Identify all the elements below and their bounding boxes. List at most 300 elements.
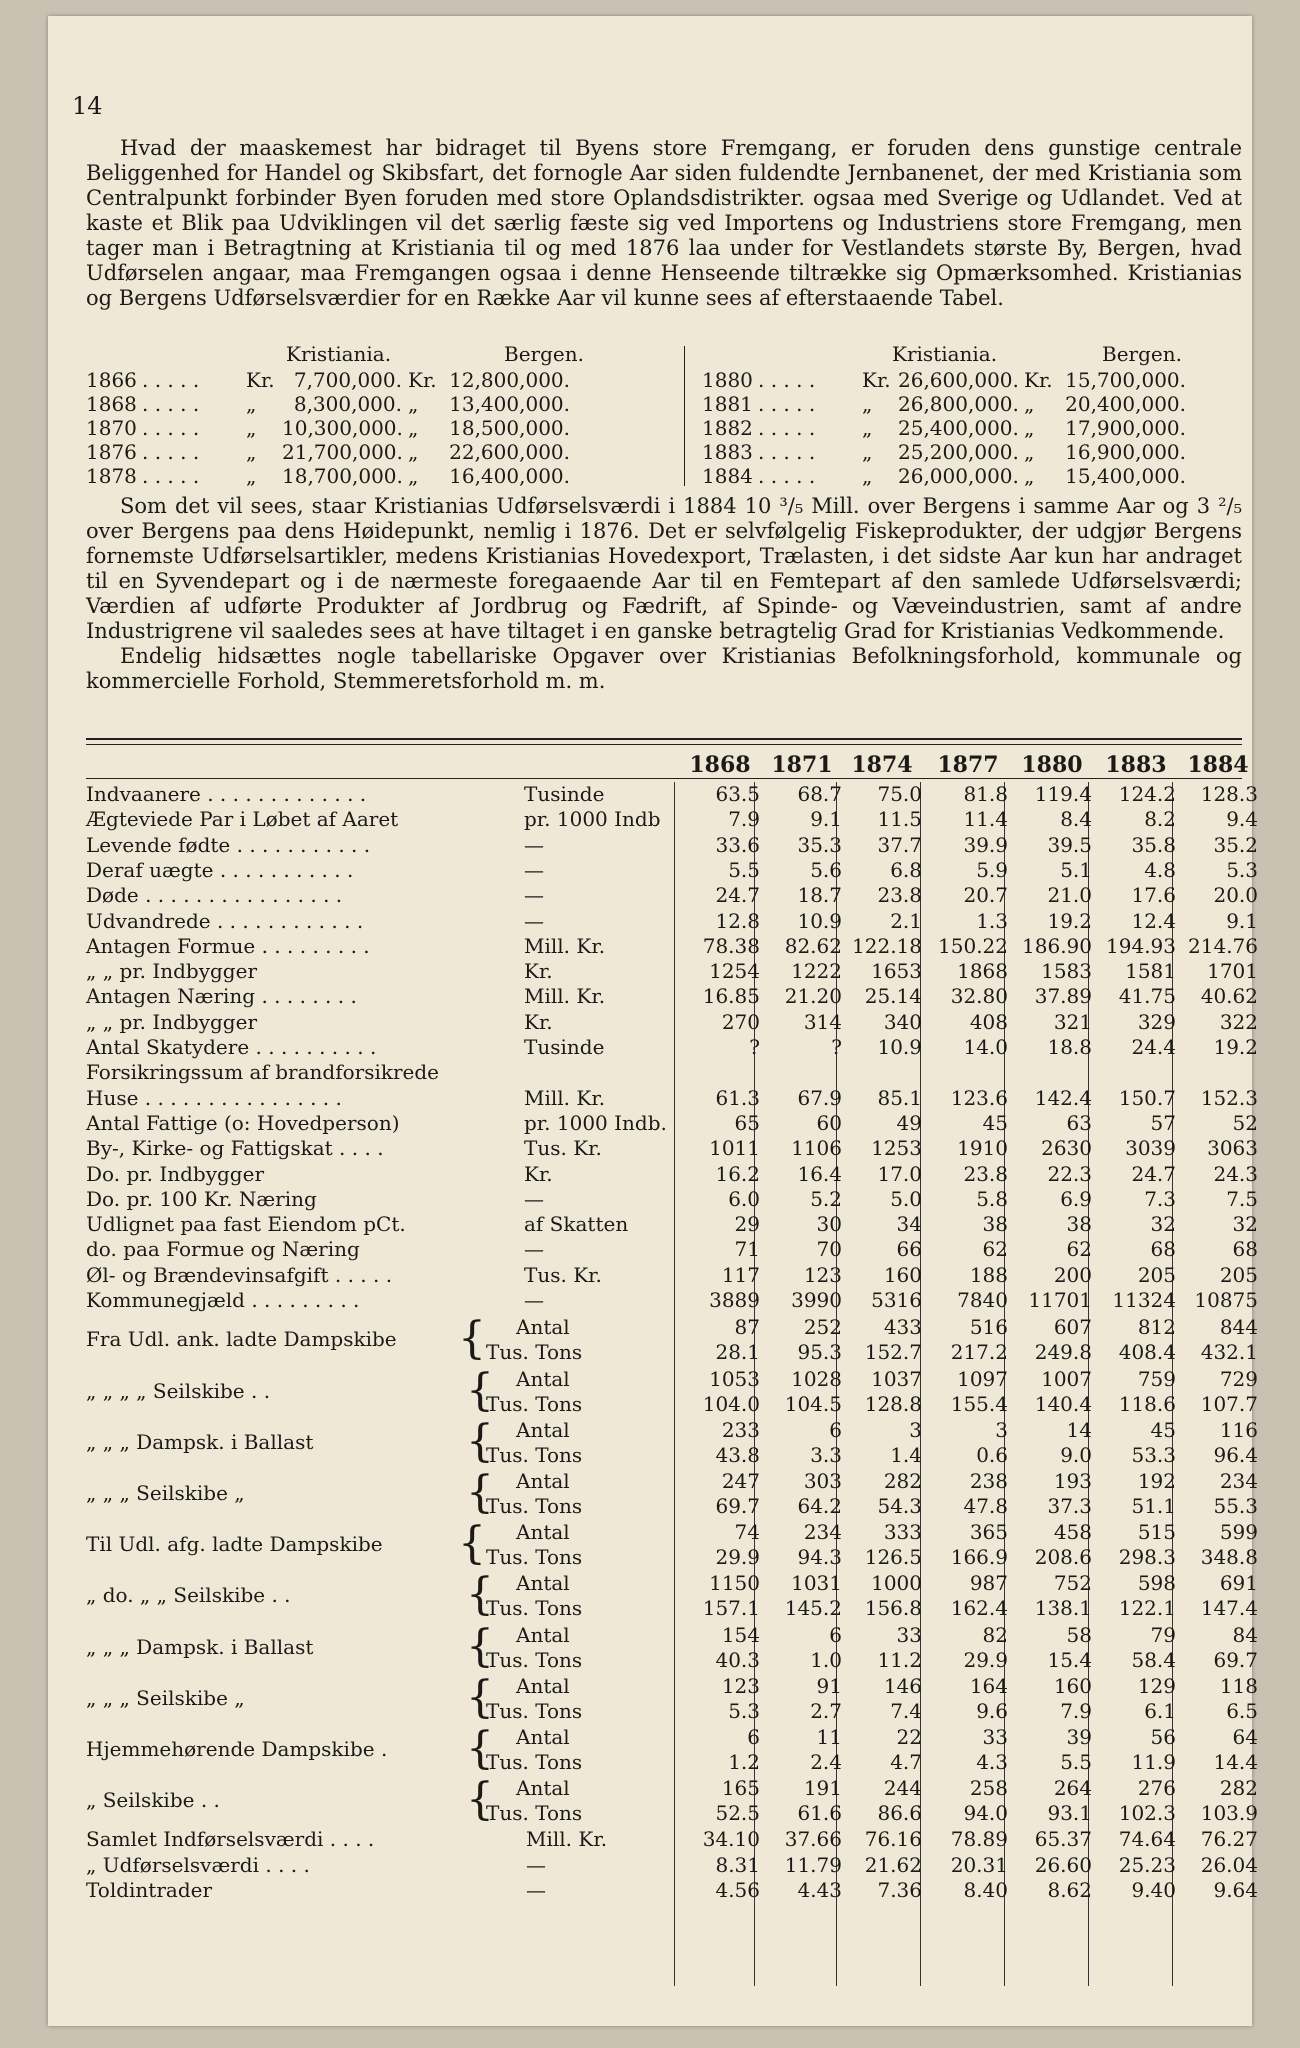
cell-value: 7.3 (1144, 1186, 1176, 1211)
export-bergen-value: 13,400,000. (449, 392, 570, 416)
row-unit: Mill. Kr. (526, 1827, 608, 1852)
cell-value: 39.5 (1047, 832, 1092, 857)
antal-value: 1007 (1041, 1366, 1092, 1391)
stat-row (86, 1161, 1258, 1187)
tons-label: Tus. Tons (486, 1698, 583, 1723)
cell-value: 16.4 (797, 1161, 842, 1186)
cell-value: 34 (896, 1212, 922, 1237)
year-1884: 1884 (1187, 752, 1249, 778)
tons-value: 249.8 (1034, 1340, 1092, 1365)
antal-value: 164 (969, 1673, 1008, 1698)
row-unit: — (524, 857, 544, 882)
stat-row (86, 984, 1258, 1009)
col-bergen-right: Bergen. (1102, 342, 1182, 366)
stat-row (86, 1288, 1258, 1313)
cell-value: 14.0 (963, 1035, 1008, 1059)
export-dots: . . . . . (142, 416, 200, 440)
export-bergen-value: 15,400,000. (1065, 464, 1186, 488)
cell-value: 49 (896, 1110, 922, 1135)
cell-value: 62 (982, 1237, 1008, 1262)
tons-value: 54.3 (877, 1493, 922, 1518)
tons-value: 155.4 (950, 1391, 1008, 1416)
export-dots: . . . . . (142, 440, 200, 464)
cell-value: 117 (721, 1262, 760, 1287)
export-year: 1880 (702, 368, 753, 392)
tons-row (86, 1493, 1258, 1519)
export-kr: Kr. (408, 368, 437, 392)
antal-value: 303 (803, 1468, 842, 1493)
ship-label: Hjemmehørende Dampskibe . (86, 1736, 388, 1761)
cell-value: 2630 (1041, 1136, 1092, 1161)
cell-value: 82.62 (784, 933, 842, 958)
stat-row (86, 782, 1258, 807)
cell-value: 34.10 (702, 1827, 760, 1852)
antal-label: Antal (516, 1468, 570, 1493)
export-bergen-value: 15,700,000. (1065, 368, 1186, 392)
export-kr: „ (1024, 392, 1035, 416)
cell-value: 1581 (1125, 959, 1176, 984)
cell-value: 35.3 (797, 832, 842, 857)
export-dots: . . . . . (758, 440, 816, 464)
cell-value: 1910 (957, 1136, 1008, 1161)
row-unit: — (524, 1186, 544, 1211)
ship-label: „ do. „ „ Seilskibe . . (86, 1583, 291, 1608)
antal-value: 244 (883, 1776, 922, 1801)
cell-value: 63.5 (715, 782, 760, 806)
antal-value: 56 (1150, 1724, 1176, 1749)
cell-value: 5.5 (728, 857, 760, 882)
middle-section (86, 494, 1242, 694)
row-label: Døde . . . . . . . . . . . . . . . . (86, 883, 343, 908)
export-kr: Kr. (246, 368, 275, 392)
antal-value: 64 (1232, 1724, 1258, 1749)
row-unit: Kr. (524, 1009, 553, 1034)
export-year: 1881 (702, 392, 753, 416)
tons-value: 11.2 (877, 1647, 922, 1672)
tons-value: 208.6 (1034, 1545, 1092, 1570)
stat-row (86, 1212, 1258, 1237)
cell-value: 1106 (791, 1136, 842, 1161)
ship-label: Fra Udl. ank. ladte Dampskibe (86, 1327, 397, 1352)
export-year: 1883 (702, 440, 753, 464)
row-unit: Tusinde (524, 782, 605, 806)
stat-row (86, 1852, 1258, 1878)
tons-value: 95.3 (797, 1340, 842, 1365)
cell-value: 25.23 (1118, 1852, 1176, 1877)
cell-value: 8.40 (963, 1877, 1008, 1902)
antal-value: 1053 (709, 1366, 760, 1391)
antal-value: 6 (829, 1622, 842, 1647)
cell-value: 23.8 (963, 1161, 1008, 1186)
cell-value: 68.7 (797, 782, 842, 806)
cell-value: 4.56 (715, 1877, 760, 1902)
tons-value: 94.3 (797, 1545, 842, 1570)
antal-value: 607 (1053, 1315, 1092, 1340)
export-kr: „ (246, 392, 257, 416)
cell-value: 12.8 (715, 908, 760, 933)
row-label: Forsikringssum af brandforsikrede (86, 1060, 440, 1085)
row-unit: — (524, 1288, 544, 1312)
cell-value: 52 (1232, 1110, 1258, 1135)
cell-value: 6.8 (890, 857, 922, 882)
stat-row (86, 959, 1258, 984)
row-unit: Tus. Kr. (524, 1136, 602, 1161)
tons-value: 118.6 (1118, 1391, 1176, 1416)
tons-label: Tus. Tons (486, 1647, 583, 1672)
cell-value: 32.80 (950, 984, 1008, 1009)
brace-icon: { (466, 1671, 494, 1723)
antal-value: 987 (969, 1571, 1008, 1596)
export-kr: „ (408, 440, 419, 464)
cell-value: 205 (1137, 1262, 1176, 1287)
tons-value: 0.6 (976, 1442, 1008, 1467)
tons-value: 298.3 (1118, 1545, 1176, 1570)
row-unit: — (524, 883, 544, 908)
antal-value: 123 (721, 1673, 760, 1698)
tons-value: 6.1 (1144, 1698, 1176, 1723)
tons-value: 432.1 (1200, 1340, 1258, 1365)
tons-value: 408.4 (1118, 1340, 1176, 1365)
cell-value: 20.7 (963, 883, 1008, 908)
year-1877: 1877 (937, 752, 999, 778)
antal-label: Antal (516, 1571, 570, 1596)
antal-row (86, 1622, 1258, 1648)
stat-row (86, 1035, 1258, 1060)
row-unit: — (524, 1237, 544, 1262)
export-kr: Kr. (862, 368, 891, 392)
cell-value: 78.38 (702, 933, 760, 958)
export-kristiania-value: 7,700,000. (293, 368, 402, 392)
antal-value: 759 (1137, 1366, 1176, 1391)
antal-value: 22 (896, 1724, 922, 1749)
tons-value: 9.6 (976, 1698, 1008, 1723)
tons-value: 29.9 (715, 1545, 760, 1570)
tons-value: 157.1 (702, 1596, 760, 1621)
cell-value: 9.40 (1131, 1877, 1176, 1902)
export-year: 1876 (86, 440, 137, 464)
cell-value: 23.8 (877, 883, 922, 908)
antal-row (86, 1776, 1258, 1801)
export-bergen-value: 16,900,000. (1065, 440, 1186, 464)
cell-value: 45 (982, 1110, 1008, 1135)
tons-value: 147.4 (1200, 1596, 1258, 1621)
tons-value: 93.1 (1047, 1801, 1092, 1826)
export-dots: . . . . . (758, 464, 816, 488)
export-bergen-value: 12,800,000. (449, 368, 570, 392)
antal-value: 79 (1150, 1622, 1176, 1647)
antal-row (86, 1468, 1258, 1494)
cell-value: 8.2 (1144, 807, 1176, 832)
export-kristiania-value: 26,800,000. (898, 392, 1019, 416)
row-label: Levende fødte . . . . . . . . . . . (86, 832, 371, 857)
cell-value: 78.89 (950, 1827, 1008, 1852)
cell-value: 20.0 (1213, 883, 1258, 908)
tons-value: 152.7 (864, 1340, 922, 1365)
cell-value: 10875 (1194, 1288, 1258, 1312)
cell-value: 1583 (1041, 959, 1092, 984)
tons-label: Tus. Tons (486, 1391, 583, 1416)
tons-value: 6.5 (1226, 1698, 1258, 1723)
year-1874: 1874 (851, 752, 913, 778)
row-unit: pr. 1000 Indb (524, 807, 661, 832)
cell-value: 2.1 (890, 908, 922, 933)
cell-value: 81.8 (963, 782, 1008, 806)
cell-value: 85.1 (877, 1085, 922, 1110)
cell-value: 24.7 (715, 883, 760, 908)
tons-value: 96.4 (1213, 1442, 1258, 1467)
cell-value: 3990 (791, 1288, 842, 1312)
tons-value: 9.0 (1060, 1442, 1092, 1467)
antal-value: 165 (721, 1776, 760, 1801)
export-kr: „ (408, 392, 419, 416)
ship-label: Til Udl. afg. ladte Dampskibe (86, 1532, 383, 1557)
cell-value: 322 (1219, 1009, 1258, 1034)
cell-value: 74.64 (1118, 1827, 1176, 1852)
intro-paragraph: Hvad der maaskemest har bidraget til Byens store Fremgang, er foruden dens gunstige centrale Beliggenhed for Handel og Skibsfart, det fornogle Aar siden fuldendte Jernbanenet, der med Kristiania som Centralpunkt forbinder Byen foruden med store Oplandsdistrikter. ogsaa med Sverige og Udlandet. Ved at kaste et Blik paa Udviklingen vil det særlig fæste sig ved Importens og Industriens store Fremgang, men tager man i Betragtning at Kristiania til og med 1876 laa under for Vestlandets største By, Bergen, hvad Udførselen angaar, maa Fremgangen ogsaa i denne Henseende tiltrække sig Opmærksomhed. Kristianias og Bergens Udførselsværdier for en Række Aar vil kunne sees af efterstaaende Tabel. (86, 136, 1242, 310)
export-kristiania-value: 18,700,000. (282, 464, 403, 488)
cell-value: 214.76 (1188, 933, 1258, 958)
cell-value: 65 (734, 1110, 760, 1135)
cell-value: 1701 (1207, 959, 1258, 984)
ship-label: „ „ „ Seilskibe „ (86, 1685, 245, 1710)
antal-value: 191 (803, 1776, 842, 1801)
cell-value: 21.0 (1047, 883, 1092, 908)
tons-value: 5.5 (1060, 1749, 1092, 1774)
antal-value: 365 (969, 1520, 1008, 1545)
export-kr: „ (1024, 416, 1035, 440)
row-label: Deraf uægte . . . . . . . . . . . (86, 857, 354, 882)
tons-value: 28.1 (715, 1340, 760, 1365)
tons-row (86, 1749, 1258, 1775)
stat-row (86, 933, 1258, 959)
tons-value: 140.4 (1034, 1391, 1092, 1416)
row-label: Antal Fattige (o: Hovedperson) (86, 1110, 400, 1135)
row-unit: — (524, 908, 544, 933)
cell-value: 152.3 (1200, 1085, 1258, 1110)
cell-value: 76.27 (1200, 1827, 1258, 1852)
cell-value: 3063 (1207, 1136, 1258, 1161)
cell-value: 35.2 (1213, 832, 1258, 857)
cell-value: 3039 (1125, 1136, 1176, 1161)
export-kristiania-value: 10,300,000. (282, 416, 403, 440)
export-kristiania-value: 21,700,000. (282, 440, 403, 464)
tons-value: 138.1 (1034, 1596, 1092, 1621)
antal-row (86, 1673, 1258, 1699)
antal-value: 129 (1137, 1673, 1176, 1698)
antal-value: 3 (995, 1417, 1008, 1442)
tons-value: 1.2 (728, 1749, 760, 1774)
antal-value: 333 (883, 1520, 922, 1545)
cell-value: 24.7 (1131, 1161, 1176, 1186)
export-bergen-value: 17,900,000. (1065, 416, 1186, 440)
tons-row (86, 1801, 1258, 1826)
antal-value: 282 (1219, 1776, 1258, 1801)
antal-value: 247 (721, 1468, 760, 1493)
cell-value: 24.3 (1213, 1161, 1258, 1186)
stat-row (86, 1237, 1258, 1262)
cell-value: 1222 (791, 959, 842, 984)
antal-value: 146 (883, 1673, 922, 1698)
cell-value: 1.3 (976, 908, 1008, 933)
cell-value: 408 (969, 1009, 1008, 1034)
cell-value: 160 (883, 1262, 922, 1287)
cell-value: 8.31 (715, 1852, 760, 1877)
antal-label: Antal (516, 1776, 570, 1801)
tons-row (86, 1340, 1258, 1365)
stat-row (86, 908, 1258, 934)
export-dots: . . . . . (758, 392, 816, 416)
brace-icon: { (458, 1518, 486, 1570)
cell-value: 4.8 (1144, 857, 1176, 882)
cell-value: 30 (816, 1212, 842, 1237)
cell-value: 7.9 (728, 807, 760, 832)
antal-value: 1150 (709, 1571, 760, 1596)
cell-value: 9.4 (1226, 807, 1258, 832)
antal-label: Antal (516, 1315, 570, 1340)
row-label: Do. pr. 100 Kr. Næring (86, 1186, 317, 1211)
ship-label: „ „ „ Dampsk. i Ballast (86, 1634, 314, 1659)
antal-value: 515 (1137, 1520, 1176, 1545)
tons-value: 47.8 (963, 1493, 1008, 1518)
cell-value: 38 (1066, 1212, 1092, 1237)
cell-value: 124.2 (1118, 782, 1176, 806)
cell-value: ? (749, 1035, 760, 1059)
cell-value: 1653 (871, 959, 922, 984)
antal-value: 1037 (871, 1366, 922, 1391)
stat-row (86, 1827, 1258, 1852)
tons-row (86, 1545, 1258, 1570)
row-label: do. paa Formue og Næring (86, 1237, 360, 1262)
export-year: 1882 (702, 416, 753, 440)
export-kr: „ (1024, 464, 1035, 488)
cell-value: 9.1 (1226, 908, 1258, 933)
antal-value: 91 (816, 1673, 842, 1698)
antal-value: 258 (969, 1776, 1008, 1801)
cell-value: 21.20 (784, 984, 842, 1009)
table-header-rule (86, 778, 1242, 779)
tons-row (86, 1391, 1258, 1417)
cell-value: 75.0 (877, 782, 922, 806)
cell-value: 6.9 (1060, 1186, 1092, 1211)
cell-value: 5.6 (810, 857, 842, 882)
export-kr: „ (246, 440, 257, 464)
antal-value: 33 (982, 1724, 1008, 1749)
antal-value: 729 (1219, 1366, 1258, 1391)
cell-value: 122.18 (852, 933, 922, 958)
cell-value: 63 (1066, 1110, 1092, 1135)
cell-value: 9.64 (1213, 1877, 1258, 1902)
cell-value: 61.3 (715, 1085, 760, 1110)
export-kristiania-value: 25,200,000. (898, 440, 1019, 464)
year-1871: 1871 (771, 752, 833, 778)
antal-value: 516 (969, 1315, 1008, 1340)
row-unit: Kr. (524, 959, 553, 984)
cell-value: 20.31 (950, 1852, 1008, 1877)
row-label: Antagen Formue . . . . . . . . . (86, 933, 370, 958)
export-kr: „ (408, 416, 419, 440)
cell-value: 7840 (957, 1288, 1008, 1312)
tons-value: 166.9 (950, 1545, 1008, 1570)
row-unit: — (526, 1852, 546, 1877)
cell-value: 12.4 (1131, 908, 1176, 933)
export-dots: . . . . . (142, 368, 200, 392)
cell-value: 1253 (871, 1136, 922, 1161)
antal-value: 599 (1219, 1520, 1258, 1545)
row-unit: Mill. Kr. (524, 1085, 606, 1110)
cell-value: 119.4 (1034, 782, 1092, 806)
cell-value: 5.9 (976, 857, 1008, 882)
cell-value: 200 (1053, 1262, 1092, 1287)
antal-value: 433 (883, 1315, 922, 1340)
cell-value: 150.22 (938, 933, 1008, 958)
stat-row (86, 1085, 1258, 1111)
antal-row (86, 1724, 1258, 1750)
cell-value: 37.89 (1034, 984, 1092, 1009)
tons-value: 217.2 (950, 1340, 1008, 1365)
export-year: 1878 (86, 464, 137, 488)
tons-value: 102.3 (1118, 1801, 1176, 1826)
export-year: 1884 (702, 464, 753, 488)
cell-value: 1868 (957, 959, 1008, 984)
row-unit: Tus. Kr. (524, 1262, 602, 1287)
tons-row (86, 1596, 1258, 1621)
year-1883: 1883 (1105, 752, 1167, 778)
year-1880: 1880 (1021, 752, 1083, 778)
stat-row (86, 1877, 1258, 1903)
cell-value: 67.9 (797, 1085, 842, 1110)
ship-label: „ „ „ Dampsk. i Ballast (86, 1429, 314, 1454)
export-kr: „ (862, 440, 873, 464)
row-unit: Kr. (524, 1161, 553, 1186)
row-unit: Tusinde (524, 1035, 605, 1059)
antal-value: 238 (969, 1468, 1008, 1493)
tons-row (86, 1698, 1258, 1724)
export-bergen-value: 18,500,000. (449, 416, 570, 440)
cell-value: 188 (969, 1262, 1008, 1287)
row-label: Indvaanere . . . . . . . . . . . . . (86, 782, 367, 806)
antal-value: 233 (721, 1417, 760, 1442)
cell-value: 68 (1232, 1237, 1258, 1262)
row-label: Toldintrader (86, 1877, 213, 1902)
cell-value: 7.36 (877, 1877, 922, 1902)
tons-value: 122.1 (1118, 1596, 1176, 1621)
antal-value: 276 (1137, 1776, 1176, 1801)
row-unit: — (524, 832, 544, 857)
antal-value: 264 (1053, 1776, 1092, 1801)
tons-value: 29.9 (963, 1647, 1008, 1672)
cell-value: 8.62 (1047, 1877, 1092, 1902)
row-unit: Mill. Kr. (524, 984, 606, 1009)
export-kr: „ (862, 392, 873, 416)
antal-value: 58 (1066, 1622, 1092, 1647)
antal-label: Antal (516, 1520, 570, 1545)
closing-paragraph: Endelig hidsættes nogle tabellariske Opgaver over Kristianias Befolkningsforhold, kommunale og kommercielle Forhold, Stemmeretsforhold m. m. (86, 644, 1242, 693)
tons-value: 128.8 (864, 1391, 922, 1416)
stat-row (86, 1009, 1258, 1035)
tons-value: 4.7 (890, 1749, 922, 1774)
cell-value: 10.9 (877, 1035, 922, 1059)
cell-value: 35.8 (1131, 832, 1176, 857)
export-bergen-value: 20,400,000. (1065, 392, 1186, 416)
antal-row (86, 1571, 1258, 1596)
tons-value: 40.3 (715, 1647, 760, 1672)
export-year: 1870 (86, 416, 137, 440)
brace-icon: { (466, 1569, 494, 1621)
stat-row (86, 1060, 1242, 1085)
tons-value: 61.6 (797, 1801, 842, 1826)
antal-value: 1000 (871, 1571, 922, 1596)
tons-value: 37.3 (1047, 1493, 1092, 1518)
